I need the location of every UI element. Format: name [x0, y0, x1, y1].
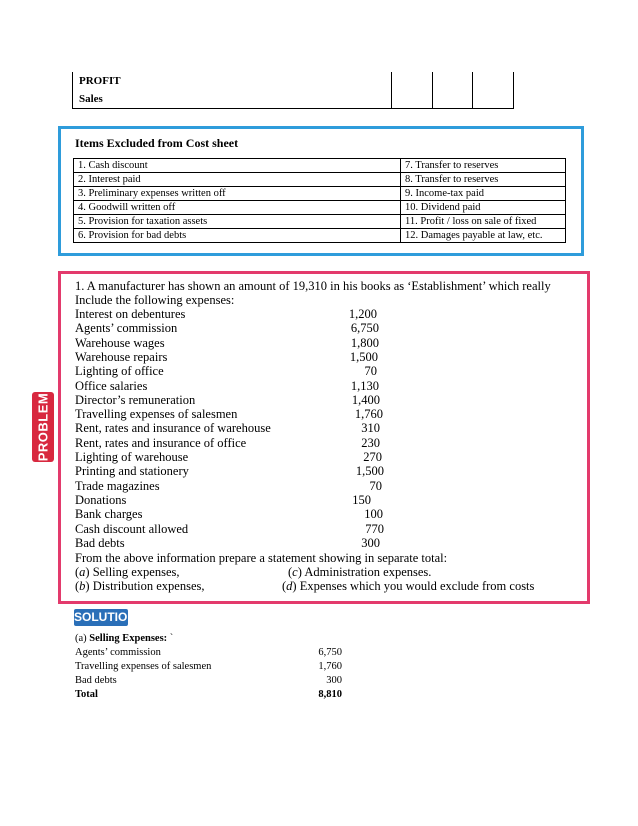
profit-table [72, 72, 514, 109]
problem-expense-label: Cash discount allowed [75, 521, 189, 536]
problem-expense-label: Warehouse repairs [75, 349, 168, 364]
problem-expense-amount: 1,500 [355, 464, 384, 479]
table-cell: 9. Income-tax paid [401, 187, 566, 201]
solution-item-amount: 300 [326, 675, 342, 686]
problem-expense-amount: 100 [364, 507, 383, 522]
problem-expense-amount: 1,130 [350, 378, 379, 393]
table-cell [473, 72, 514, 90]
table-cell: 4. Goodwill written off [74, 201, 401, 215]
problem-part-d: (d) Expenses which you would exclude from costs [282, 579, 535, 593]
part-letter: c [292, 565, 298, 579]
problem-expense-label: Lighting of office [75, 364, 164, 379]
part-text: Selling expenses, [89, 565, 180, 579]
problem-expense-label: Rent, rates and insurance of warehouse [75, 421, 271, 436]
solution-heading-suffix: ` [167, 633, 174, 644]
problem-expense-amount: 770 [365, 521, 384, 536]
problem-tag-label: PROBLEM [35, 392, 51, 462]
problem-part-c: (c) Administration expenses. [288, 565, 432, 579]
table-cell: 1. Cash discount [74, 159, 401, 173]
table-cell: PROFIT [73, 72, 392, 90]
solution-badge: SOLUTION [74, 610, 136, 624]
problem-expense-label: Bad debts [75, 535, 125, 550]
part-text: Distribution expenses, [89, 579, 205, 593]
problem-expense-amount: 230 [361, 435, 380, 450]
table-row [74, 187, 566, 201]
table-row [74, 201, 566, 215]
problem-expense-amount: 6,750 [350, 321, 379, 336]
table-cell [392, 90, 433, 109]
problem-expense-amount: 310 [361, 421, 380, 436]
problem-expense-amount: 1,500 [349, 349, 378, 364]
excluded-items-title: Items Excluded from Cost sheet [75, 136, 239, 150]
problem-instruction: From the above information prepare a statement showing in separate total: [75, 551, 448, 565]
part-text: Administration expenses. [301, 565, 432, 579]
table-row [73, 90, 514, 109]
problem-expense-label: Interest on debentures [75, 307, 186, 321]
problem-intro: Include the following expenses: [75, 293, 235, 307]
table-row [74, 173, 566, 187]
problem-expense-label: Office salaries [75, 378, 148, 393]
problem-tag [32, 392, 54, 462]
problem-intro: 1. A manufacturer has shown an amount of 19,310 in his books as ‘Establishment’ which really [75, 279, 551, 293]
table-cell: 11. Profit / loss on sale of fixed [401, 215, 566, 229]
part-text: Expenses which you would exclude from costs [296, 579, 535, 593]
table-row [74, 229, 566, 243]
problem-expense-label: Rent, rates and insurance of office [75, 435, 247, 450]
solution-total-amount: 8,810 [318, 689, 342, 700]
table-cell: 8. Transfer to reserves [401, 173, 566, 187]
table-cell: 10. Dividend paid [401, 201, 566, 215]
problem-expense-amount: 150 [352, 492, 371, 507]
problem-part-a: (a) Selling expenses, [75, 565, 180, 579]
solution-item-amount: 6,750 [318, 647, 342, 658]
table-cell: 6. Provision for bad debts [74, 229, 401, 243]
table-row [74, 159, 566, 173]
part-letter: b [79, 579, 86, 593]
solution-heading-text: Selling Expenses: [89, 633, 168, 644]
table-cell [473, 90, 514, 109]
problem-expense-label: Donations [75, 492, 127, 507]
table-cell [392, 72, 433, 90]
table-cell: 7. Transfer to reserves [401, 159, 566, 173]
part-letter: a [79, 565, 86, 579]
problem-expense-amount: 1,200 [348, 307, 377, 321]
solution-total-label: Total [75, 689, 98, 700]
problem-expense-amount: 1,800 [350, 335, 379, 350]
solution-item-label: Agents’ commission [75, 647, 161, 658]
solution-heading-prefix: (a) [75, 633, 90, 644]
problem-expense-label: Printing and stationery [75, 464, 189, 479]
solution-item-label: Bad debts [75, 675, 117, 686]
excluded-items-table [73, 158, 566, 243]
problem-expense-label: Travelling expenses of salesmen [75, 407, 238, 422]
problem-expense-label: Lighting of warehouse [75, 450, 189, 464]
table-cell [432, 90, 473, 109]
problem-expense-label: Warehouse wages [75, 335, 165, 350]
solution-item-label: Travelling expenses of salesmen [75, 661, 212, 672]
table-cell [432, 72, 473, 90]
solution-item-amount: 1,760 [318, 661, 342, 672]
problem-expense-label: Director’s remuneration [75, 392, 196, 407]
table-cell: 3. Preliminary expenses written off [74, 187, 401, 201]
solution-heading [75, 632, 173, 645]
problem-expense-amount: 1,760 [354, 407, 383, 422]
table-cell: 5. Provision for taxation assets [74, 215, 401, 229]
part-letter: d [286, 579, 293, 593]
problem-expense-amount: 70 [369, 478, 382, 493]
table-cell: 12. Damages payable at law, etc. [401, 229, 566, 243]
table-cell: 2. Interest paid [74, 173, 401, 187]
problem-expense-amount: 70 [364, 364, 377, 379]
problem-expense-label: Trade magazines [75, 478, 160, 493]
table-row [73, 72, 514, 90]
problem-part-b: (b) Distribution expenses, [75, 579, 205, 593]
table-cell: Sales [73, 90, 392, 109]
table-row [74, 215, 566, 229]
problem-expense-amount: 270 [363, 450, 382, 464]
problem-expense-label: Agents’ commission [75, 321, 178, 336]
problem-expense-amount: 1,400 [351, 392, 380, 407]
problem-expense-label: Bank charges [75, 507, 143, 522]
problem-expense-amount: 300 [361, 535, 380, 550]
